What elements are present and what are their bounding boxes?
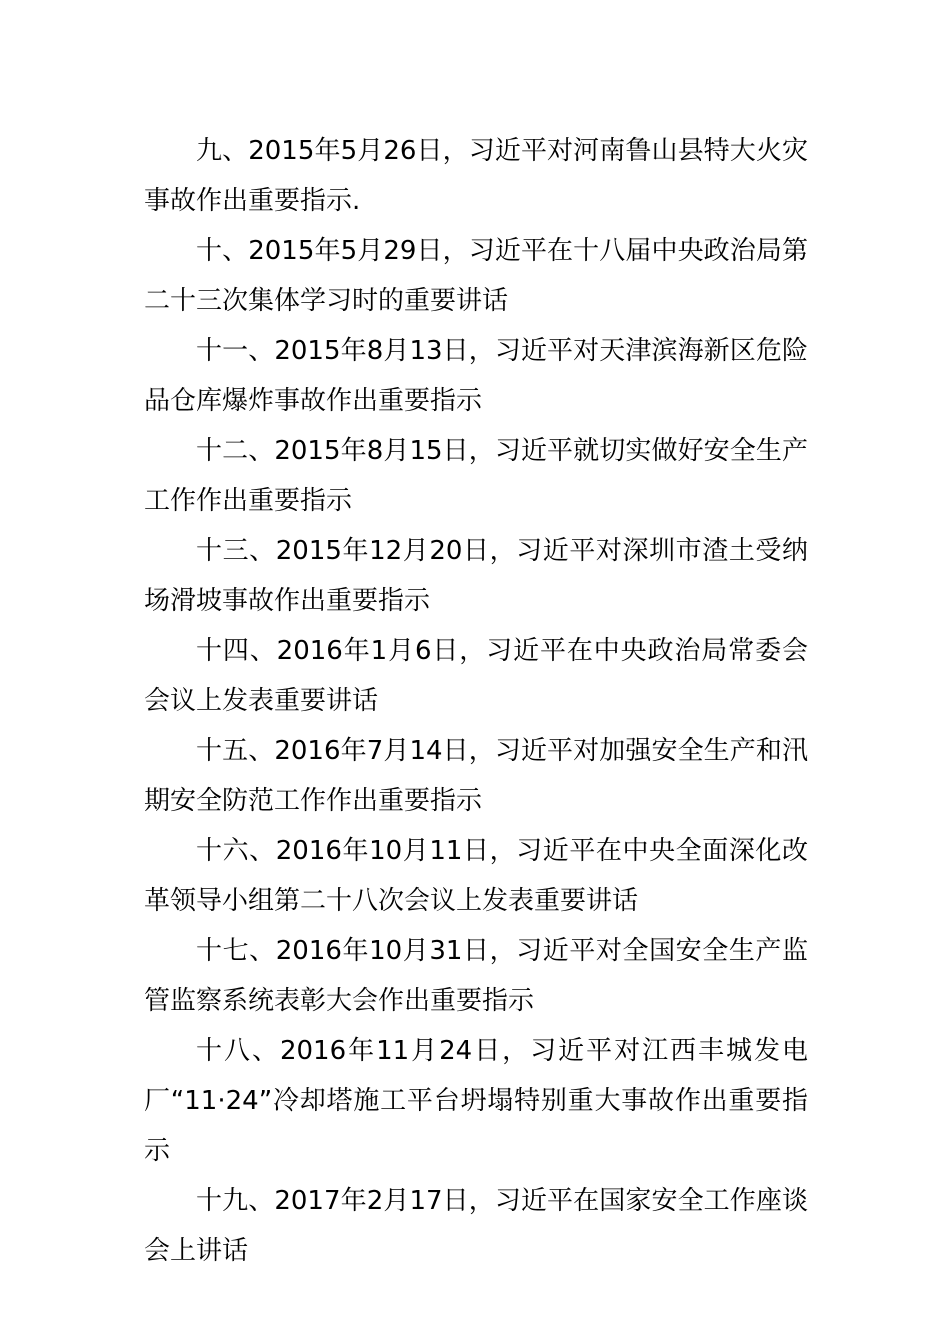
list-item: 十九、2017年2月17日，习近平在国家安全工作座谈会上讲话 [144,1186,808,1266]
document-body [144,126,808,1276]
list-item: 十二、2015年8月15日，习近平就切实做好安全生产工作作出重要指示 [144,436,808,516]
list-item: 十三、2015年12月20日，习近平对深圳市渣土受纳场滑坡事故作出重要指示 [144,536,808,616]
list-item: 十六、2016年10月11日，习近平在中央全面深化改革领导小组第二十八次会议上发表重要讲话 [144,836,808,916]
list-item: 十、2015年5月29日，习近平在十八届中央政治局第二十三次集体学习时的重要讲话 [144,236,808,316]
list-item: 十一、2015年8月13日，习近平对天津滨海新区危险品仓库爆炸事故作出重要指示 [144,336,808,416]
list-item: 十七、2016年10月31日，习近平对全国安全生产监管监察系统表彰大会作出重要指示 [144,936,808,1016]
list-item: 十四、2016年1月6日，习近平在中央政治局常委会会议上发表重要讲话 [144,636,808,716]
list-item: 十八、2016年11月24日，习近平对江西丰城发电厂“11·24”冷却塔施工平台坍塌特别重大事故作出重要指示 [144,1036,808,1166]
list-item: 十五、2016年7月14日，习近平对加强安全生产和汛期安全防范工作作出重要指示 [144,736,808,816]
list-item: 九、2015年5月26日，习近平对河南鲁山县特大火灾事故作出重要指示. [144,136,808,216]
